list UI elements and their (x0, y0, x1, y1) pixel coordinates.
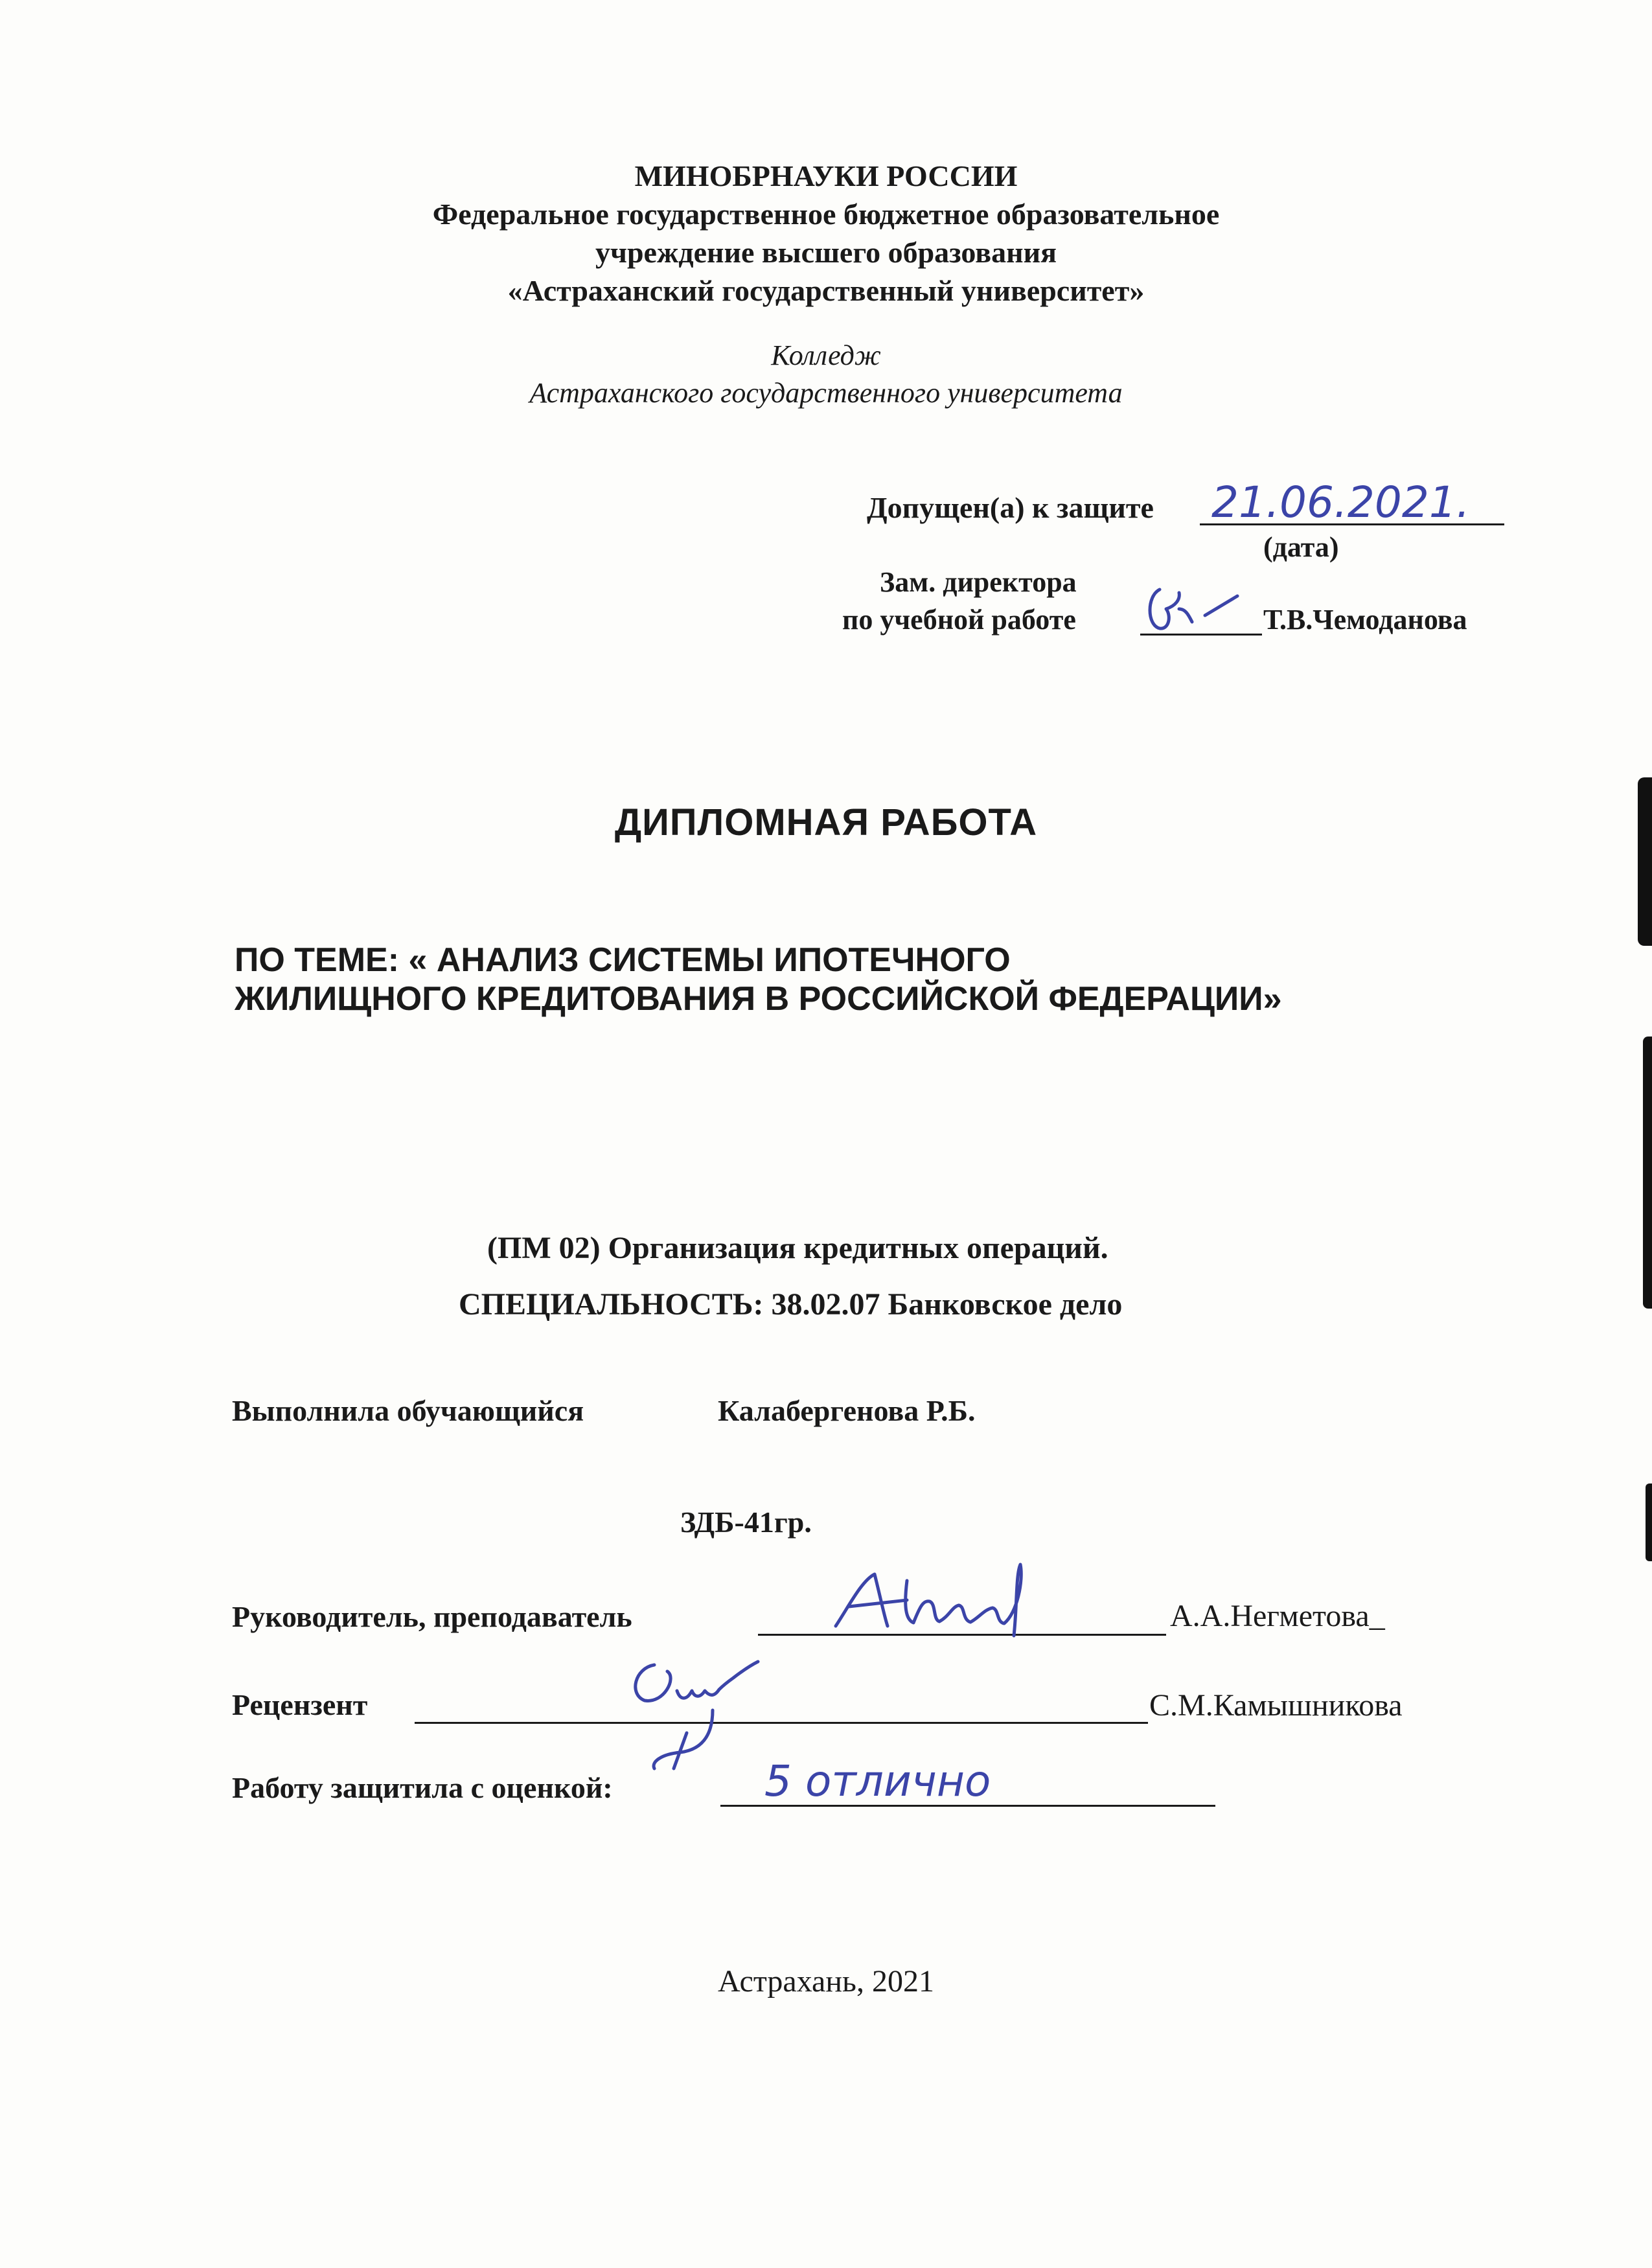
city-year: Астрахань, 2021 (718, 1964, 934, 1999)
deputy-line-2: по учебной работе (842, 604, 1076, 636)
scan-edge-mark-2 (1643, 1037, 1652, 1309)
grade-handwriting (758, 1749, 1095, 1807)
svg-text:21.06.2021.: 21.06.2021. (1211, 477, 1470, 527)
reviewer-name: С.М.Камышникова (1149, 1688, 1403, 1723)
student-label: Выполнила обучающийся (232, 1394, 584, 1427)
ministry-heading: МИНОБРНАУКИ РОССИИ (634, 159, 1018, 192)
college-line-2: Астраханского государственного университета (529, 377, 1123, 409)
topic-line-1: ПО ТЕМЕ: « АНАЛИЗ СИСТЕМЫ ИПОТЕЧНОГО (235, 941, 1011, 979)
institution-line-2: учреждение высшего образования (595, 236, 1057, 269)
college-line-1: Колледж (771, 339, 881, 371)
student-group: ЗДБ-41гр. (680, 1506, 812, 1539)
deputy-signature (1140, 570, 1257, 635)
student-name: Калабергенова Р.Б. (718, 1394, 976, 1427)
scan-edge-mark-1 (1638, 777, 1652, 946)
supervisor-name: А.А.Негметова_ (1170, 1599, 1385, 1633)
supervisor-label: Руководитель, преподаватель (232, 1600, 632, 1633)
university-name: «Астраханский государственный университет» (507, 274, 1145, 307)
institution-line-1: Федеральное государственное бюджетное образовательное (432, 198, 1220, 231)
deputy-line-1: Зам. директора (880, 566, 1077, 598)
reviewer-label: Рецензент (232, 1688, 368, 1721)
svg-text:5 отлично: 5 отлично (764, 1756, 991, 1806)
document-type-title: ДИПЛОМНАЯ РАБОТА (614, 801, 1038, 843)
scan-edge-mark-3 (1646, 1483, 1652, 1561)
date-caption: (дата) (1263, 531, 1339, 563)
deputy-name: Т.В.Чемоданова (1263, 604, 1467, 636)
specialty: СПЕЦИАЛЬНОСТЬ: 38.02.07 Банковское дело (459, 1287, 1123, 1322)
supervisor-signature (823, 1555, 1043, 1639)
admitted-label: Допущен(а) к защите (867, 491, 1154, 524)
topic-line-2: ЖИЛИЩНОГО КРЕДИТОВАНИЯ В РОССИЙСКОЙ ФЕДЕРАЦИИ» (235, 980, 1282, 1018)
grade-label: Работу защитила с оценкой: (232, 1771, 613, 1804)
module-title: (ПМ 02) Организация кредитных операций. (487, 1231, 1108, 1265)
admitted-date-handwriting (1205, 473, 1503, 531)
